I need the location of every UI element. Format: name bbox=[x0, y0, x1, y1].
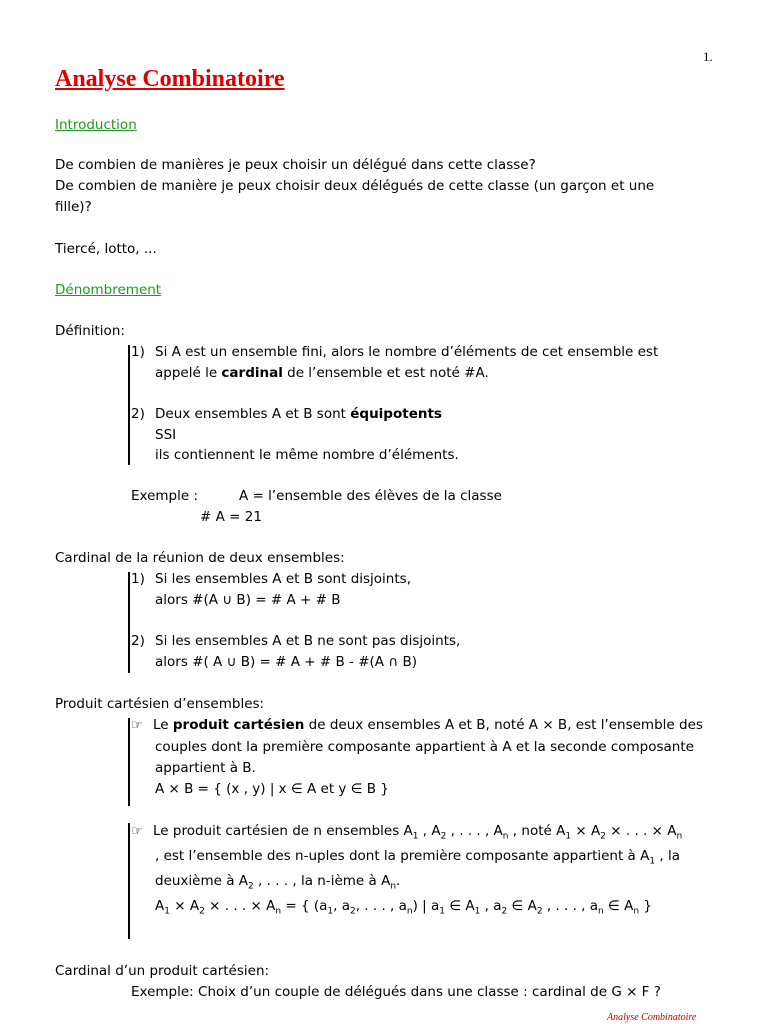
union-bracket bbox=[128, 572, 130, 673]
intro-line-3: fille)? bbox=[55, 199, 92, 215]
produit-paragraph-2-line-3: deuxième à $A_2$ , . . . , la n-ième à $A_n$. bbox=[155, 873, 401, 892]
text: Si les ensembles A et B ne sont pas disjoints, bbox=[155, 633, 461, 649]
page-number: 1. bbox=[703, 49, 713, 64]
pointing-hand-icon: ☞ bbox=[131, 824, 143, 839]
page-title: Analyse Combinatoire bbox=[55, 66, 285, 92]
union-item-2-formula: alors #( A ∪ B) = # A + # B - #(A ∩ B) bbox=[155, 654, 418, 670]
intro-line-2: De combien de manière je peux choisir deux délégués de cette classe (un garçon et une bbox=[55, 178, 655, 194]
intro-line-4: Tiercé, lotto, ... bbox=[55, 241, 157, 257]
term-produit-cartesien: produit cartésien bbox=[172, 717, 305, 733]
text: Si les ensembles A et B sont disjoints, bbox=[155, 571, 411, 587]
produit-bracket-2 bbox=[128, 823, 130, 939]
definition-item-1 bbox=[131, 344, 658, 360]
item-number: 1) bbox=[131, 571, 145, 587]
text: Deux ensembles A et B sont bbox=[155, 406, 351, 422]
example-text: A = l’ensemble des élèves de la classe bbox=[239, 488, 502, 504]
text: de l’ensemble et est noté #A. bbox=[282, 365, 489, 381]
intro-line-1: De combien de manières je peux choisir un délégué dans cette classe? bbox=[55, 157, 536, 173]
text: Le bbox=[153, 717, 173, 733]
definition-item-2 bbox=[131, 406, 442, 422]
text: de deux ensembles A et B, noté A × B, est l’ensemble des bbox=[304, 717, 703, 733]
example-value: # A = 21 bbox=[200, 509, 262, 525]
denombrement-heading: Dénombrement bbox=[55, 282, 162, 298]
produit-paragraph-2-line-1 bbox=[131, 823, 682, 842]
cardinal-produit-heading: Cardinal d’un produit cartésien: bbox=[55, 963, 270, 979]
definition-item-2-line-3: ils contiennent le même nombre d’éléments. bbox=[155, 447, 459, 463]
pointing-hand-icon: ☞ bbox=[131, 718, 143, 733]
item-number: 2) bbox=[131, 406, 145, 422]
item-text: Si A est un ensemble fini, alors le nombre d’éléments de cet ensemble est bbox=[155, 344, 659, 360]
definition-label: Définition: bbox=[55, 323, 125, 339]
text: appelé le bbox=[155, 365, 222, 381]
produit-bracket-1 bbox=[128, 718, 130, 806]
footer-title: Analyse Combinatoire bbox=[607, 1012, 697, 1023]
cardinal-produit-example: Exemple: Choix d’un couple de délégués dans une classe : cardinal de G × F ? bbox=[131, 984, 661, 1000]
produit-paragraph-2-line-2: , est l’ensemble des n-uples dont la première composante appartient à $A_1$ , la bbox=[155, 848, 680, 867]
union-item-1-formula: alors #(A ∪ B) = # A + # B bbox=[155, 592, 341, 608]
definition-item-2-line-2: SSI bbox=[155, 427, 177, 443]
rich-text: Le produit cartésien de n ensembles $A_1$ , $A_2$ , . . . , $A_n$ , noté $A_1 \times A_2$ × . . . × $A_n$ bbox=[153, 823, 683, 842]
produit-paragraph-1-line-3: appartient à B. bbox=[155, 760, 256, 776]
definition-item-1-line-2 bbox=[155, 365, 489, 381]
union-heading: Cardinal de la réunion de deux ensembles: bbox=[55, 550, 345, 566]
produit-paragraph-1-line-2: couples dont la première composante appartient à A et la seconde composante bbox=[155, 739, 694, 755]
union-item-2 bbox=[131, 633, 460, 649]
produit-formula-2: $A_1 \times A_2$ × . . . × $A_n$ = { ($a_1$, $a_2$, . . . , $a_n$) | $a_1$ ∈ $A_1$ , $a_2$ ∈ $A_2$ , . . . , $a_n$ ∈ $A_n$ } bbox=[155, 898, 652, 917]
produit-heading: Produit cartésien d’ensembles: bbox=[55, 696, 265, 712]
item-number: 1) bbox=[131, 344, 145, 360]
produit-paragraph-1-line-1 bbox=[131, 717, 703, 733]
definition-bracket bbox=[128, 345, 130, 465]
produit-formula-1: A × B = { (x , y) | x ∈ A et y ∈ B } bbox=[155, 781, 389, 797]
introduction-heading: Introduction bbox=[55, 117, 137, 133]
term-cardinal: cardinal bbox=[221, 365, 283, 381]
union-item-1 bbox=[131, 571, 411, 587]
example-label: Exemple : bbox=[131, 488, 199, 504]
term-equipotents: équipotents bbox=[350, 406, 442, 422]
item-number: 2) bbox=[131, 633, 145, 649]
